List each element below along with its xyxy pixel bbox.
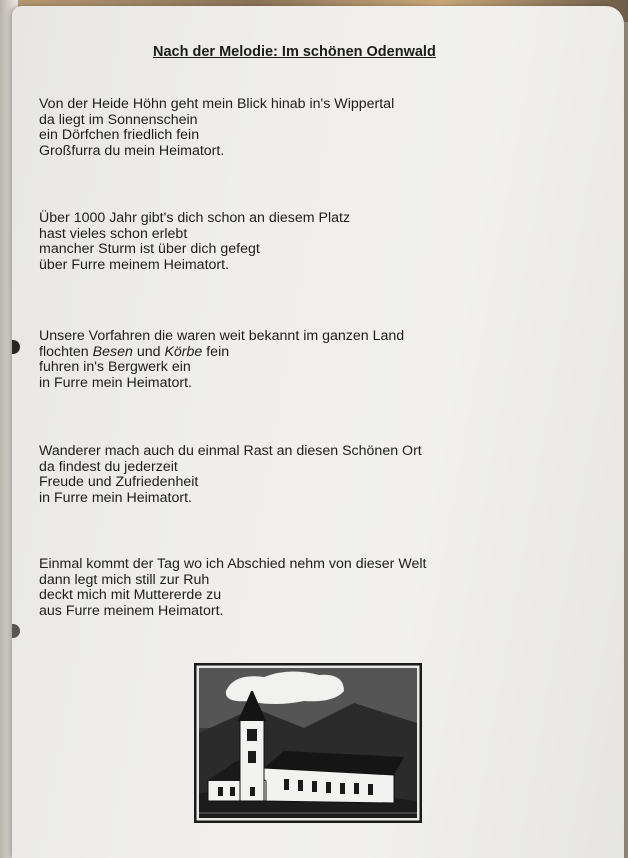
verse-line: Wanderer mach auch du einmal Rast an diesen Schönen Ort bbox=[39, 443, 422, 459]
verse-text: flochten bbox=[39, 343, 93, 360]
verse-4 bbox=[39, 444, 509, 506]
verse-emphasis: Besen bbox=[92, 343, 133, 360]
verse-5 bbox=[39, 557, 509, 619]
verse-line: fuhren in's Bergwerk ein bbox=[39, 359, 191, 375]
verse-line: deckt mich mit Muttererde zu bbox=[39, 587, 222, 603]
verse-1 bbox=[39, 97, 509, 159]
verse-line: da findest du jederzeit bbox=[39, 458, 178, 475]
verse-line: Großfurra du mein Heimatort. bbox=[39, 142, 225, 159]
church-illustration bbox=[194, 663, 422, 823]
verse-line: Über 1000 Jahr gibt's dich schon an diesem Platz bbox=[39, 210, 351, 226]
verse-line: mancher Sturm ist über dich gefegt bbox=[39, 241, 260, 257]
verse-line: Freude und Zufriedenheit bbox=[39, 474, 199, 490]
verse-line-mixed bbox=[39, 345, 509, 361]
verse-line: dann legt mich still zur Ruh bbox=[39, 571, 210, 588]
verse-line: hast vieles schon erlebt bbox=[39, 225, 188, 242]
verse-line: aus Furre meinem Heimatort. bbox=[39, 602, 224, 619]
verse-text: fein bbox=[202, 343, 230, 360]
binder-hole bbox=[12, 624, 20, 638]
binder-hole bbox=[12, 340, 20, 354]
verse-line: Einmal kommt der Tag wo ich Abschied nehm von dieser Welt bbox=[39, 556, 427, 572]
verse-2 bbox=[39, 211, 509, 273]
verse-text: und bbox=[132, 343, 165, 360]
verse-line: in Furre mein Heimatort. bbox=[39, 374, 192, 391]
verse-line: da liegt im Sonnenschein bbox=[39, 111, 198, 128]
verse-line: über Furre meinem Heimatort. bbox=[39, 256, 230, 273]
verse-emphasis: Körbe bbox=[164, 343, 203, 360]
verse-3 bbox=[39, 329, 509, 391]
song-title: Nach der Melodie: Im schönen Odenwald bbox=[153, 44, 436, 60]
verse-line: in Furre mein Heimatort. bbox=[39, 489, 192, 506]
verse-line: Von der Heide Höhn geht mein Blick hinab in's Wippertal bbox=[39, 96, 395, 112]
church-icon bbox=[194, 663, 422, 823]
verse-line: Unsere Vorfahren die waren weit bekannt im ganzen Land bbox=[39, 328, 405, 344]
verse-line: ein Dörfchen friedlich fein bbox=[39, 127, 200, 143]
